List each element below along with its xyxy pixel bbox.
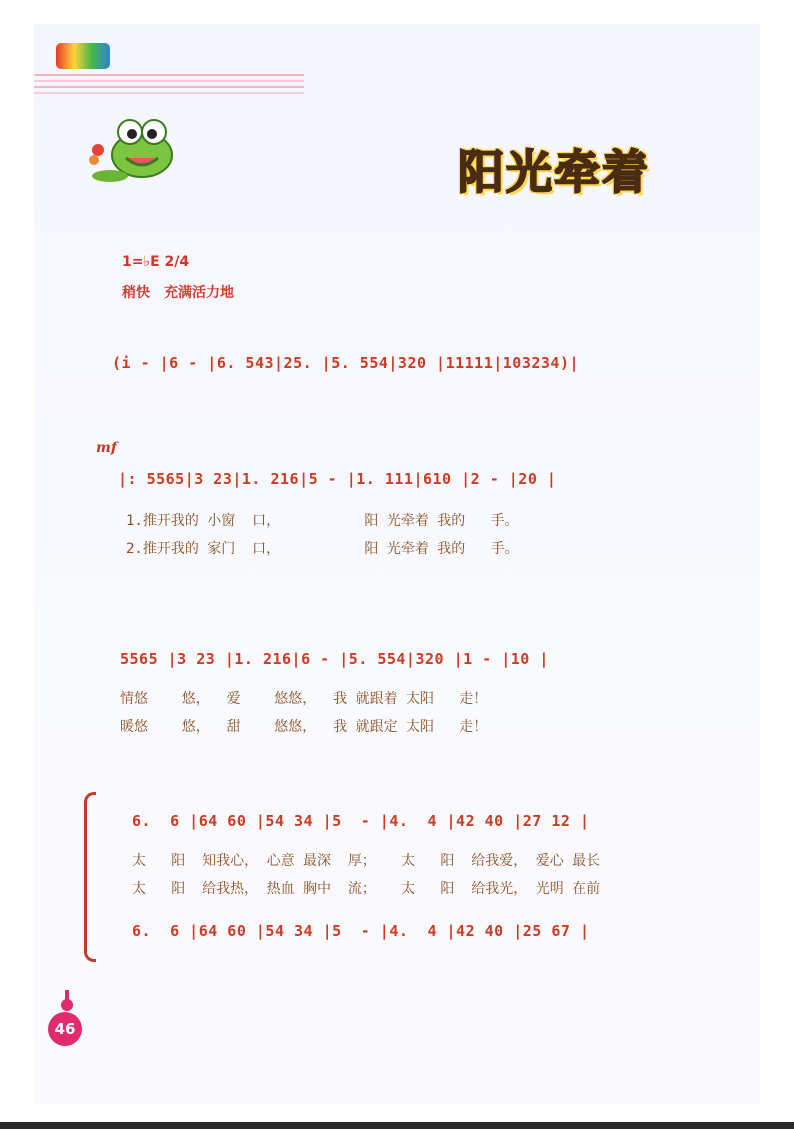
lyric-line-1-verse-2: 2.推开我的 家门 口， 阳 光牵着 我的 手。 <box>126 541 519 557</box>
score-line-4: 6. 6 |64 60 |54 34 |5 - |4. 4 |42 40 |25 67 | <box>132 922 590 940</box>
dynamic-marking: mf <box>96 440 117 456</box>
song-title: 阳光牵着 <box>458 145 650 199</box>
score-intro: (i - |6 - |6. 543|25. |5. 554|320 |11111|103234)| <box>112 354 580 372</box>
page-number: 46 <box>48 1012 82 1046</box>
score-line-2: 5565 |3 23 |1. 216|6 - |5. 554|320 |1 - |10 | <box>120 650 549 668</box>
header-stripe <box>34 74 304 76</box>
key-signature: 1=♭E 2/4 <box>122 254 190 270</box>
accordion-logo-icon <box>56 43 110 69</box>
header-stripe <box>34 80 304 82</box>
lyric-line-3-verse-2: 太 阳 给我热， 热血 胸中 流； 太 阳 给我光， 光明 在前 <box>132 881 601 897</box>
lyric-line-2-verse-2: 暖悠 悠， 甜 悠悠， 我 就跟定 太阳 走！ <box>120 719 488 735</box>
frog-mascot-icon <box>82 110 192 190</box>
guitar-icon <box>60 990 74 1012</box>
header-stripe <box>34 92 304 94</box>
system-brace <box>84 792 96 962</box>
lyric-line-1-verse-1: 1.推开我的 小窗 口， 阳 光牵着 我的 手。 <box>126 513 519 529</box>
tempo-marking: 稍快 充满活力地 <box>122 285 234 301</box>
page-number-badge <box>48 990 84 1048</box>
lyric-line-2-verse-1: 情悠 悠， 爱 悠悠， 我 就跟着 太阳 走！ <box>120 691 488 707</box>
lyric-line-3-verse-1: 太 阳 知我心， 心意 最深 厚； 太 阳 给我爱， 爱心 最长 <box>132 853 601 869</box>
score-line-1: |: 5565|3 23|1. 216|5 - |1. 111|610 |2 - |20 | <box>118 470 557 488</box>
bottom-edge <box>0 1122 794 1129</box>
header-stripe <box>34 86 304 88</box>
score-line-3: 6. 6 |64 60 |54 34 |5 - |4. 4 |42 40 |27 12 | <box>132 812 590 830</box>
